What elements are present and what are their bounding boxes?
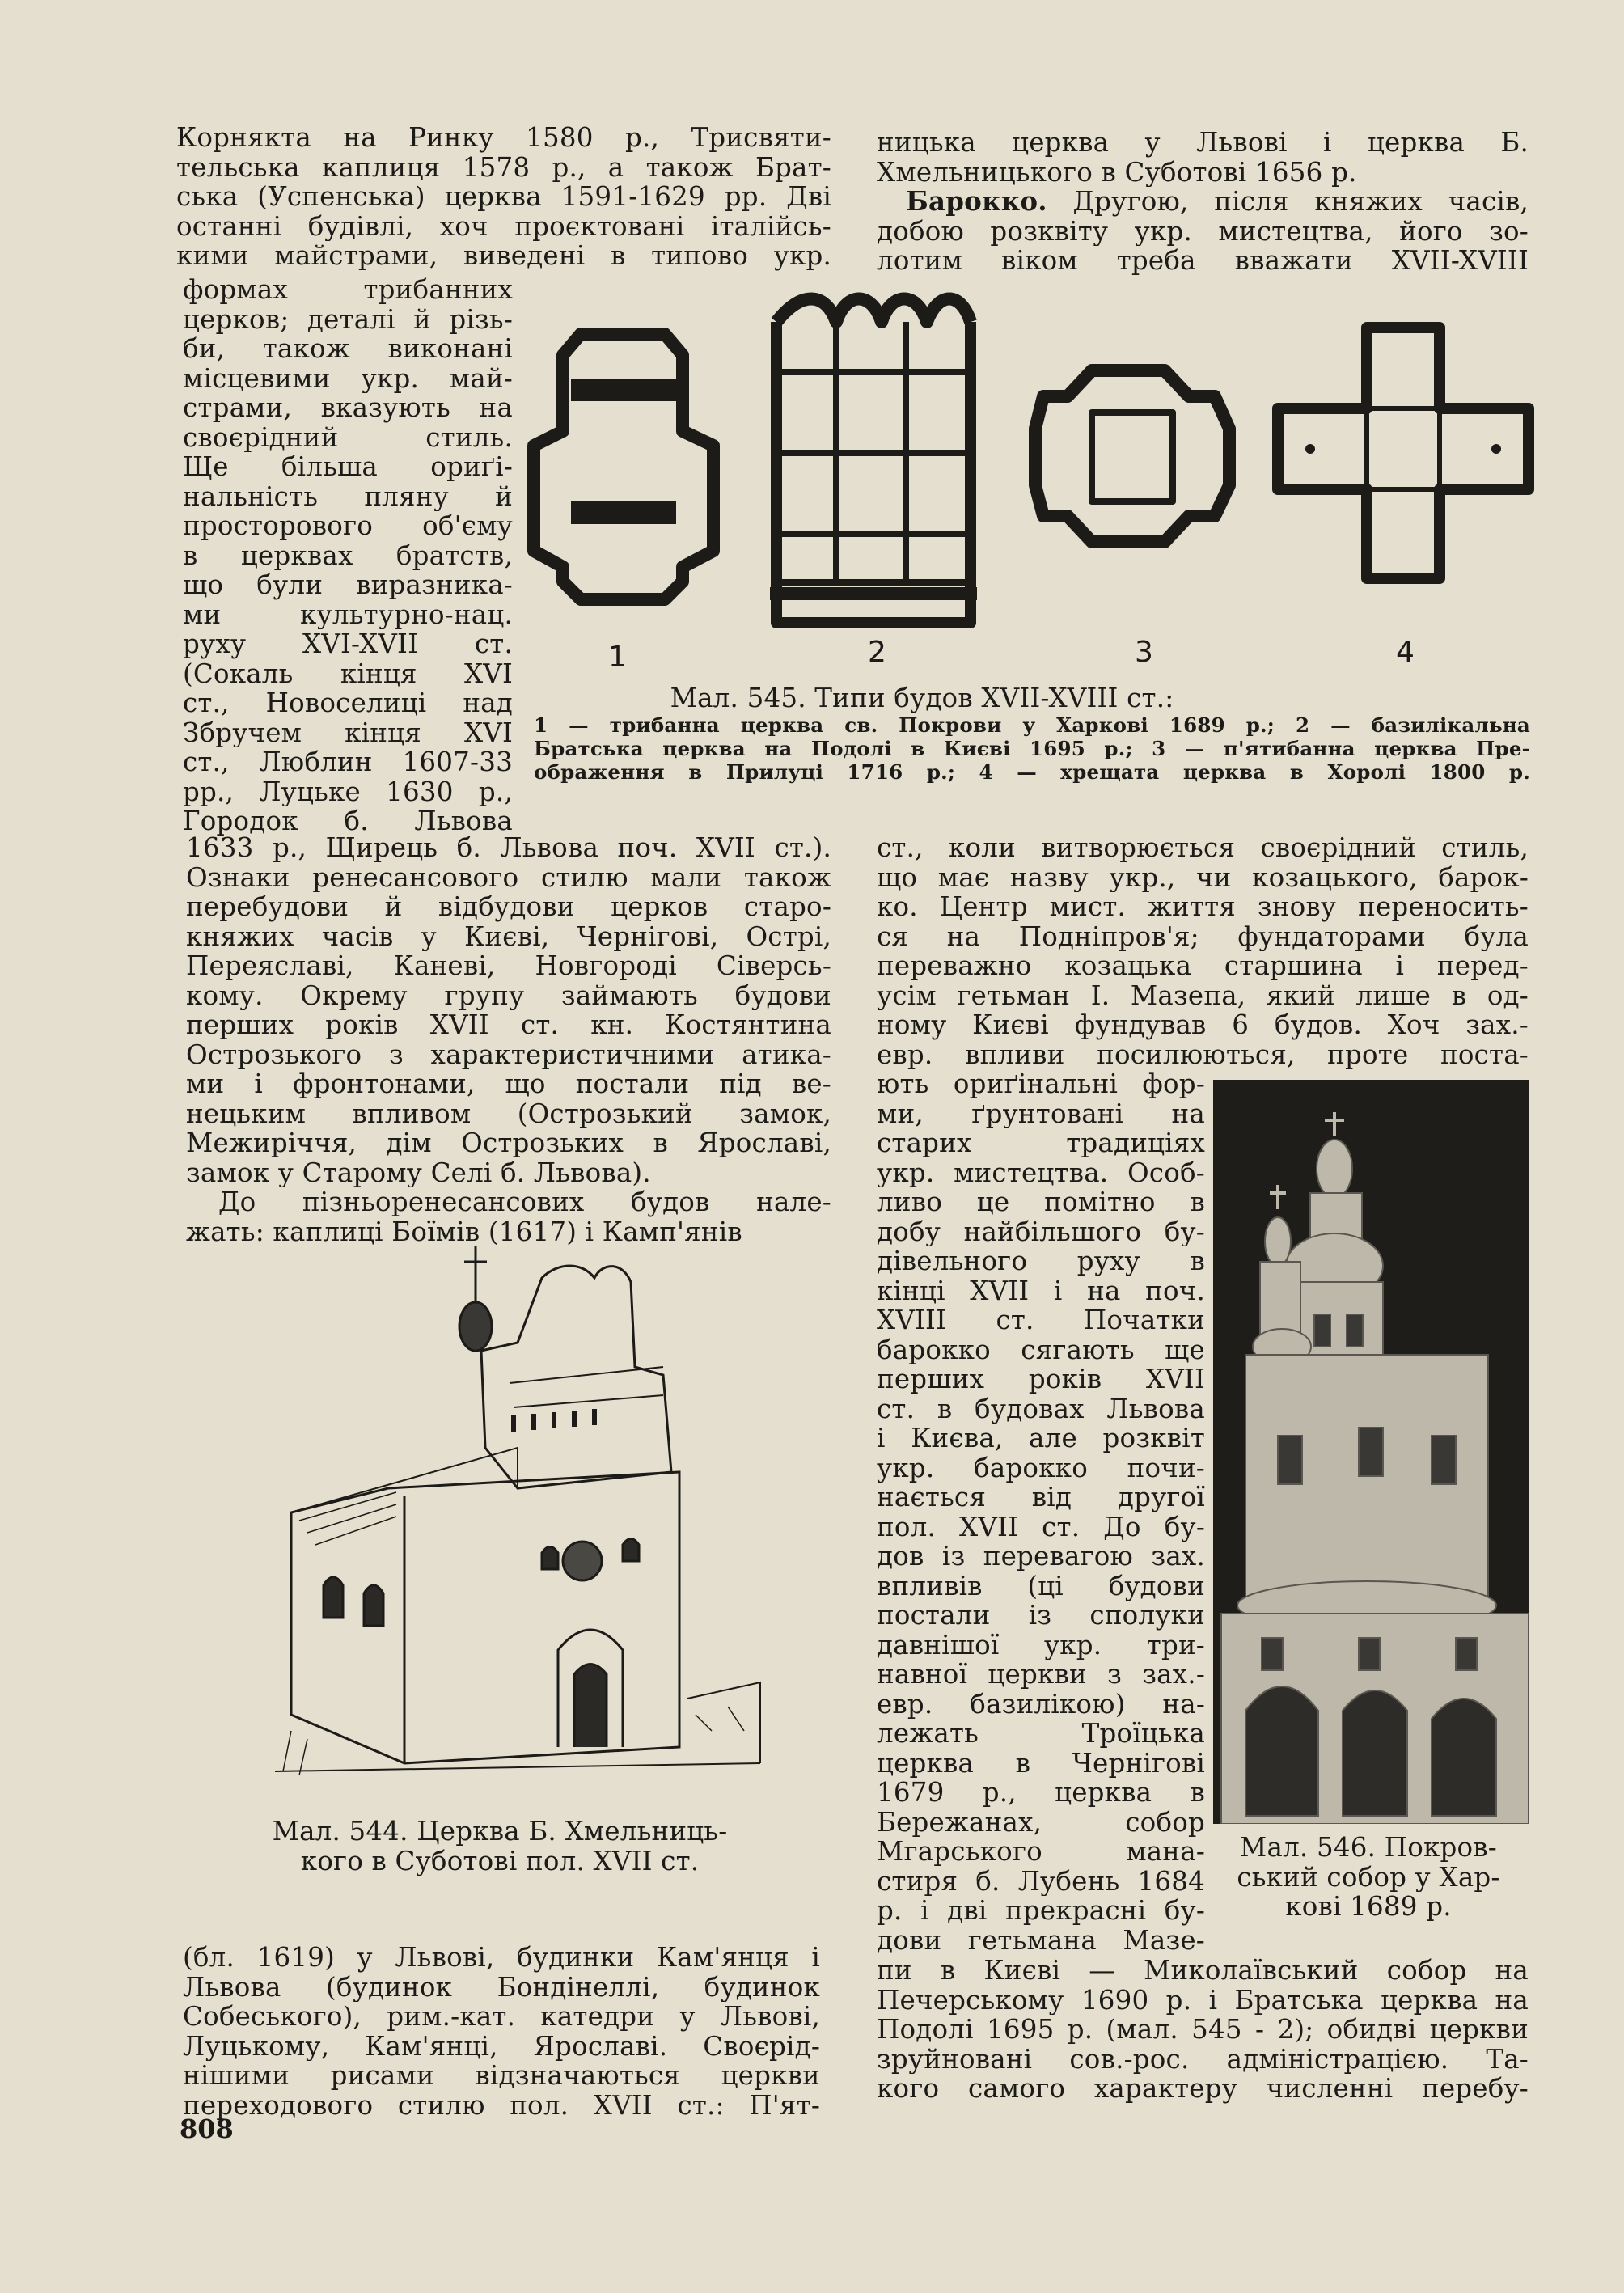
right-mid-line: ся на Подніпров'я; фундаторами була xyxy=(877,921,1529,951)
left-narrow-line: своєрідний стиль. xyxy=(183,422,513,452)
plan-label-2: 2 xyxy=(868,636,886,669)
right-column-mid-text xyxy=(877,833,1529,1069)
right-mid-line: що має назву укр., чи козацького, барок- xyxy=(877,862,1529,892)
left-bottom-line: переходового стилю пол. XVII ст.: П'ят- xyxy=(183,2090,820,2120)
right-narrow-line: перших років XVII xyxy=(877,1364,1205,1394)
fig545-floor-plans xyxy=(526,283,1537,639)
baroque-heading: Барокко. xyxy=(906,187,1047,217)
baroque-first-line xyxy=(877,187,1529,217)
right-narrow-line: впливів (ці будови xyxy=(877,1571,1205,1601)
right-narrow-line: Мгарського мана- xyxy=(877,1837,1205,1867)
right-mid-line: переважно козацька старшина і перед- xyxy=(877,951,1529,981)
left-mid-line: Ознаки ренесансового стилю мали також xyxy=(186,862,831,892)
fig544-caption xyxy=(241,1817,759,1876)
left-narrow-line: рр., Луцьке 1630 р., xyxy=(183,776,513,806)
right-narrow-line: пол. XVII ст. До бу- xyxy=(877,1512,1205,1542)
left-narrow-line: руху XVI-XVII ст. xyxy=(183,629,513,659)
left-narrow-line: ст., Люблин 1607-33 xyxy=(183,747,513,777)
right-bottom-line: Печерському 1690 р. і Братська церква на xyxy=(877,1985,1529,2015)
right-narrow-line: барокко сягають ще xyxy=(877,1335,1205,1364)
plan-2-basilica xyxy=(770,299,977,624)
left-narrow-line: просторового об'єму xyxy=(183,511,513,541)
baroque-first-text: Другою, після княжих часів, xyxy=(1072,187,1529,217)
right-narrow-line: ють ориґінальні фор- xyxy=(877,1069,1205,1099)
left-bottom-line: Львова (будинок Бондінеллі, будинок xyxy=(183,1972,820,2002)
right-narrow-line: лежать Троїцька xyxy=(877,1719,1205,1749)
plan-label-3: 3 xyxy=(1135,636,1153,669)
baroque-paragraph-start xyxy=(877,187,1529,276)
right-column-bottom-text xyxy=(877,1956,1529,2104)
left-bottom-line: нішими рисами відзначаються церкви xyxy=(183,2061,820,2091)
left-mid-line: княжих часів у Києві, Чернігові, Острі, xyxy=(186,921,831,951)
right-narrow-line: дівельного руху в xyxy=(877,1246,1205,1276)
right-narrow-line: ми, ґрунтовані на xyxy=(877,1098,1205,1128)
right-narrow-line: старих традиціях xyxy=(877,1128,1205,1158)
left-narrow-line: ст., Новоселиці над xyxy=(183,688,513,718)
left-narrow-line: ми культурно-нац. xyxy=(183,599,513,629)
left-narrow-line: церков; деталі й різь- xyxy=(183,304,513,334)
fig544-caption-line: кого в Суботові пол. XVII ст. xyxy=(300,1846,700,1876)
left-bottom-line: Собеського), рим.-кат. катедри у Львові, xyxy=(183,2002,820,2032)
right-top-line: ницька церква у Львові і церква Б. xyxy=(877,128,1529,158)
right-narrow-line: евр. базилікою) на- xyxy=(877,1689,1205,1719)
right-bottom-line: кого самого характеру численні перебу- xyxy=(877,2074,1529,2104)
fig544-church-drawing xyxy=(275,1246,776,1812)
left-mid-line: кому. Окрему групу займають будови xyxy=(186,980,831,1010)
left-narrow-line: би, також виконані xyxy=(183,334,513,364)
left-mid-line: перебудови й відбудови церков старо- xyxy=(186,892,831,922)
fig546-photo xyxy=(1213,1080,1529,1824)
plan-label-4: 4 xyxy=(1396,636,1415,669)
page-number: 808 xyxy=(180,2113,234,2144)
right-mid-line: ному Києві фундував 6 будов. Хоч зах.- xyxy=(877,1010,1529,1040)
left-narrow-line: Ще більша ориґі- xyxy=(183,452,513,482)
left-narrow-line: в церквах братств, xyxy=(183,540,513,570)
left-mid-line: замок у Старому Селі б. Львова). xyxy=(186,1157,651,1187)
left-narrow-line: Збручем кінця XVI xyxy=(183,717,513,747)
fig546-caption-line: ський собор у Хар- xyxy=(1237,1862,1500,1892)
left-mid-line: 1633 р., Щирець б. Львова поч. XVII ст.). xyxy=(186,833,831,863)
plan-4-cruciform xyxy=(1278,328,1529,578)
right-narrow-line: укр. барокко почи- xyxy=(877,1453,1205,1483)
fig545-caption-line: 1 — трибанна церква св. Покрови у Харкові 1689 р.; 2 — базилікальна xyxy=(534,713,1530,737)
left-top-line: останні будівлі, хоч проєктовані італійсь- xyxy=(176,211,831,241)
right-narrow-line: ливо це помітно в xyxy=(877,1187,1205,1217)
left-narrow-line: нальність пляну й xyxy=(183,481,513,511)
right-column-narrow-text xyxy=(877,1069,1205,1955)
fig545-caption-line: Братська церква на Подолі в Києві 1695 р.; 3 — п'ятибанна церква Пре- xyxy=(534,736,1530,760)
right-column-top-text xyxy=(877,128,1529,187)
left-bottom-line: Луцькому, Кам'янці, Ярославі. Своєрід- xyxy=(183,2031,820,2061)
left-narrow-line: формах трибанних xyxy=(183,275,513,305)
left-mid-line: Переяславі, Каневі, Новгороді Сіверсь- xyxy=(186,951,831,981)
right-narrow-line: стиря б. Лубень 1684 xyxy=(877,1866,1205,1896)
right-narrow-line: і Києва, але розквіт xyxy=(877,1424,1205,1453)
left-narrow-line: що були виразника- xyxy=(183,570,513,600)
right-baroque-line: лотим віком треба вважати XVII-XVIII xyxy=(877,246,1529,276)
left-top-line: тельська каплиця 1578 р., а також Брат- xyxy=(176,152,831,182)
right-narrow-line: ст. в будовах Львова xyxy=(877,1394,1205,1424)
left-mid-line: Острозького з характеристичними атика- xyxy=(186,1039,831,1069)
left-narrow-line: страми, вказують на xyxy=(183,393,513,423)
left-top-line: Корнякта на Ринку 1580 р., Трисвяти- xyxy=(176,123,831,153)
right-narrow-line: 1679 р., церква в xyxy=(877,1778,1205,1808)
left-narrow-line: Городок б. Львова xyxy=(183,806,513,836)
left-mid-line: нецьким впливом (Острозький замок, xyxy=(186,1098,831,1128)
right-narrow-line: XVIII ст. Початки xyxy=(877,1305,1205,1335)
left-mid-line: жать: каплиці Боїмів (1617) і Камп'янів xyxy=(186,1216,742,1246)
right-narrow-line: дови гетьмана Мазе- xyxy=(877,1925,1205,1955)
fig546-caption-line: Мал. 546. Покров- xyxy=(1240,1833,1497,1863)
right-narrow-line: Бережанах, собор xyxy=(877,1807,1205,1837)
left-bottom-line: (бл. 1619) у Львові, будинки Кам'янця і xyxy=(183,1943,820,1973)
fig544-caption-line: Мал. 544. Церква Б. Хмельниць- xyxy=(272,1817,728,1847)
right-narrow-line: нається від другої xyxy=(877,1483,1205,1512)
left-column-top-text xyxy=(176,123,831,271)
right-narrow-line: кінці XVII і на поч. xyxy=(877,1276,1205,1305)
right-mid-line: ст., коли витворюється своєрідний стиль, xyxy=(877,833,1529,863)
right-narrow-line: церква в Чернігові xyxy=(877,1748,1205,1778)
right-narrow-line: укр. мистецтва. Особ- xyxy=(877,1157,1205,1187)
right-narrow-line: постали із сполуки xyxy=(877,1601,1205,1631)
fig546-caption-line: кові 1689 р. xyxy=(1285,1892,1452,1922)
fig545-caption xyxy=(534,683,1530,784)
left-mid-line: перших років XVII ст. кн. Костянтина xyxy=(186,1010,831,1040)
fig546-caption xyxy=(1210,1833,1527,1922)
left-narrow-line: (Сокаль кінця XVI xyxy=(183,658,513,688)
left-narrow-line: місцевими укр. май- xyxy=(183,363,513,393)
right-mid-line: усім гетьман І. Мазепа, який лише в од- xyxy=(877,980,1529,1010)
right-narrow-line: добу найбільшого бу- xyxy=(877,1216,1205,1246)
right-narrow-line: дов із перевагою зах. xyxy=(877,1542,1205,1572)
right-bottom-line: зруйновані сов.-рос. адміністрацією. Та- xyxy=(877,2044,1529,2074)
left-mid-line: Межиріччя, дім Острозьких в Ярославі, xyxy=(186,1128,831,1158)
right-narrow-line: навної церкви з зах.- xyxy=(877,1660,1205,1690)
left-column-narrow-text xyxy=(183,275,513,836)
left-column-mid-text xyxy=(186,833,831,1246)
plan-3-five-domed xyxy=(1035,370,1229,542)
fig545-caption-title: Мал. 545. Типи будов XVII-XVIII ст.: xyxy=(670,683,1174,713)
plan-label-1: 1 xyxy=(608,641,627,674)
right-top-line: Хмельницького в Суботові 1656 р. xyxy=(877,157,1357,187)
right-bottom-line: Подолі 1695 р. (мал. 545 - 2); обидві церкви xyxy=(877,2015,1529,2045)
left-top-line: ська (Успенська) церква 1591-1629 рр. Дві xyxy=(176,182,831,212)
left-mid-line: До пізньоренесансових будов нале- xyxy=(218,1187,831,1217)
fig545-caption-line: ображення в Прилуці 1716 р.; 4 — хрещата церква в Хоролі 1800 р. xyxy=(534,759,1530,784)
right-bottom-line: пи в Києві — Миколаївський собор на xyxy=(877,1956,1529,1986)
right-mid-line: ко. Центр мист. життя знову переносить- xyxy=(877,892,1529,922)
right-baroque-line: добою розквіту укр. мистецтва, його зо- xyxy=(877,216,1529,246)
plan-1-tri-domed xyxy=(534,334,713,599)
right-narrow-line: давнішої укр. три- xyxy=(877,1630,1205,1660)
left-top-line: кими майстрами, виведені в типово укр. xyxy=(176,241,831,271)
left-column-bottom-text xyxy=(183,1943,820,2120)
right-narrow-line: р. і дві прекрасні бу- xyxy=(877,1896,1205,1926)
left-mid-line: ми і фронтонами, що постали під ве- xyxy=(186,1069,831,1099)
right-mid-line: евр. впливи посилюються, проте поста- xyxy=(877,1039,1529,1069)
